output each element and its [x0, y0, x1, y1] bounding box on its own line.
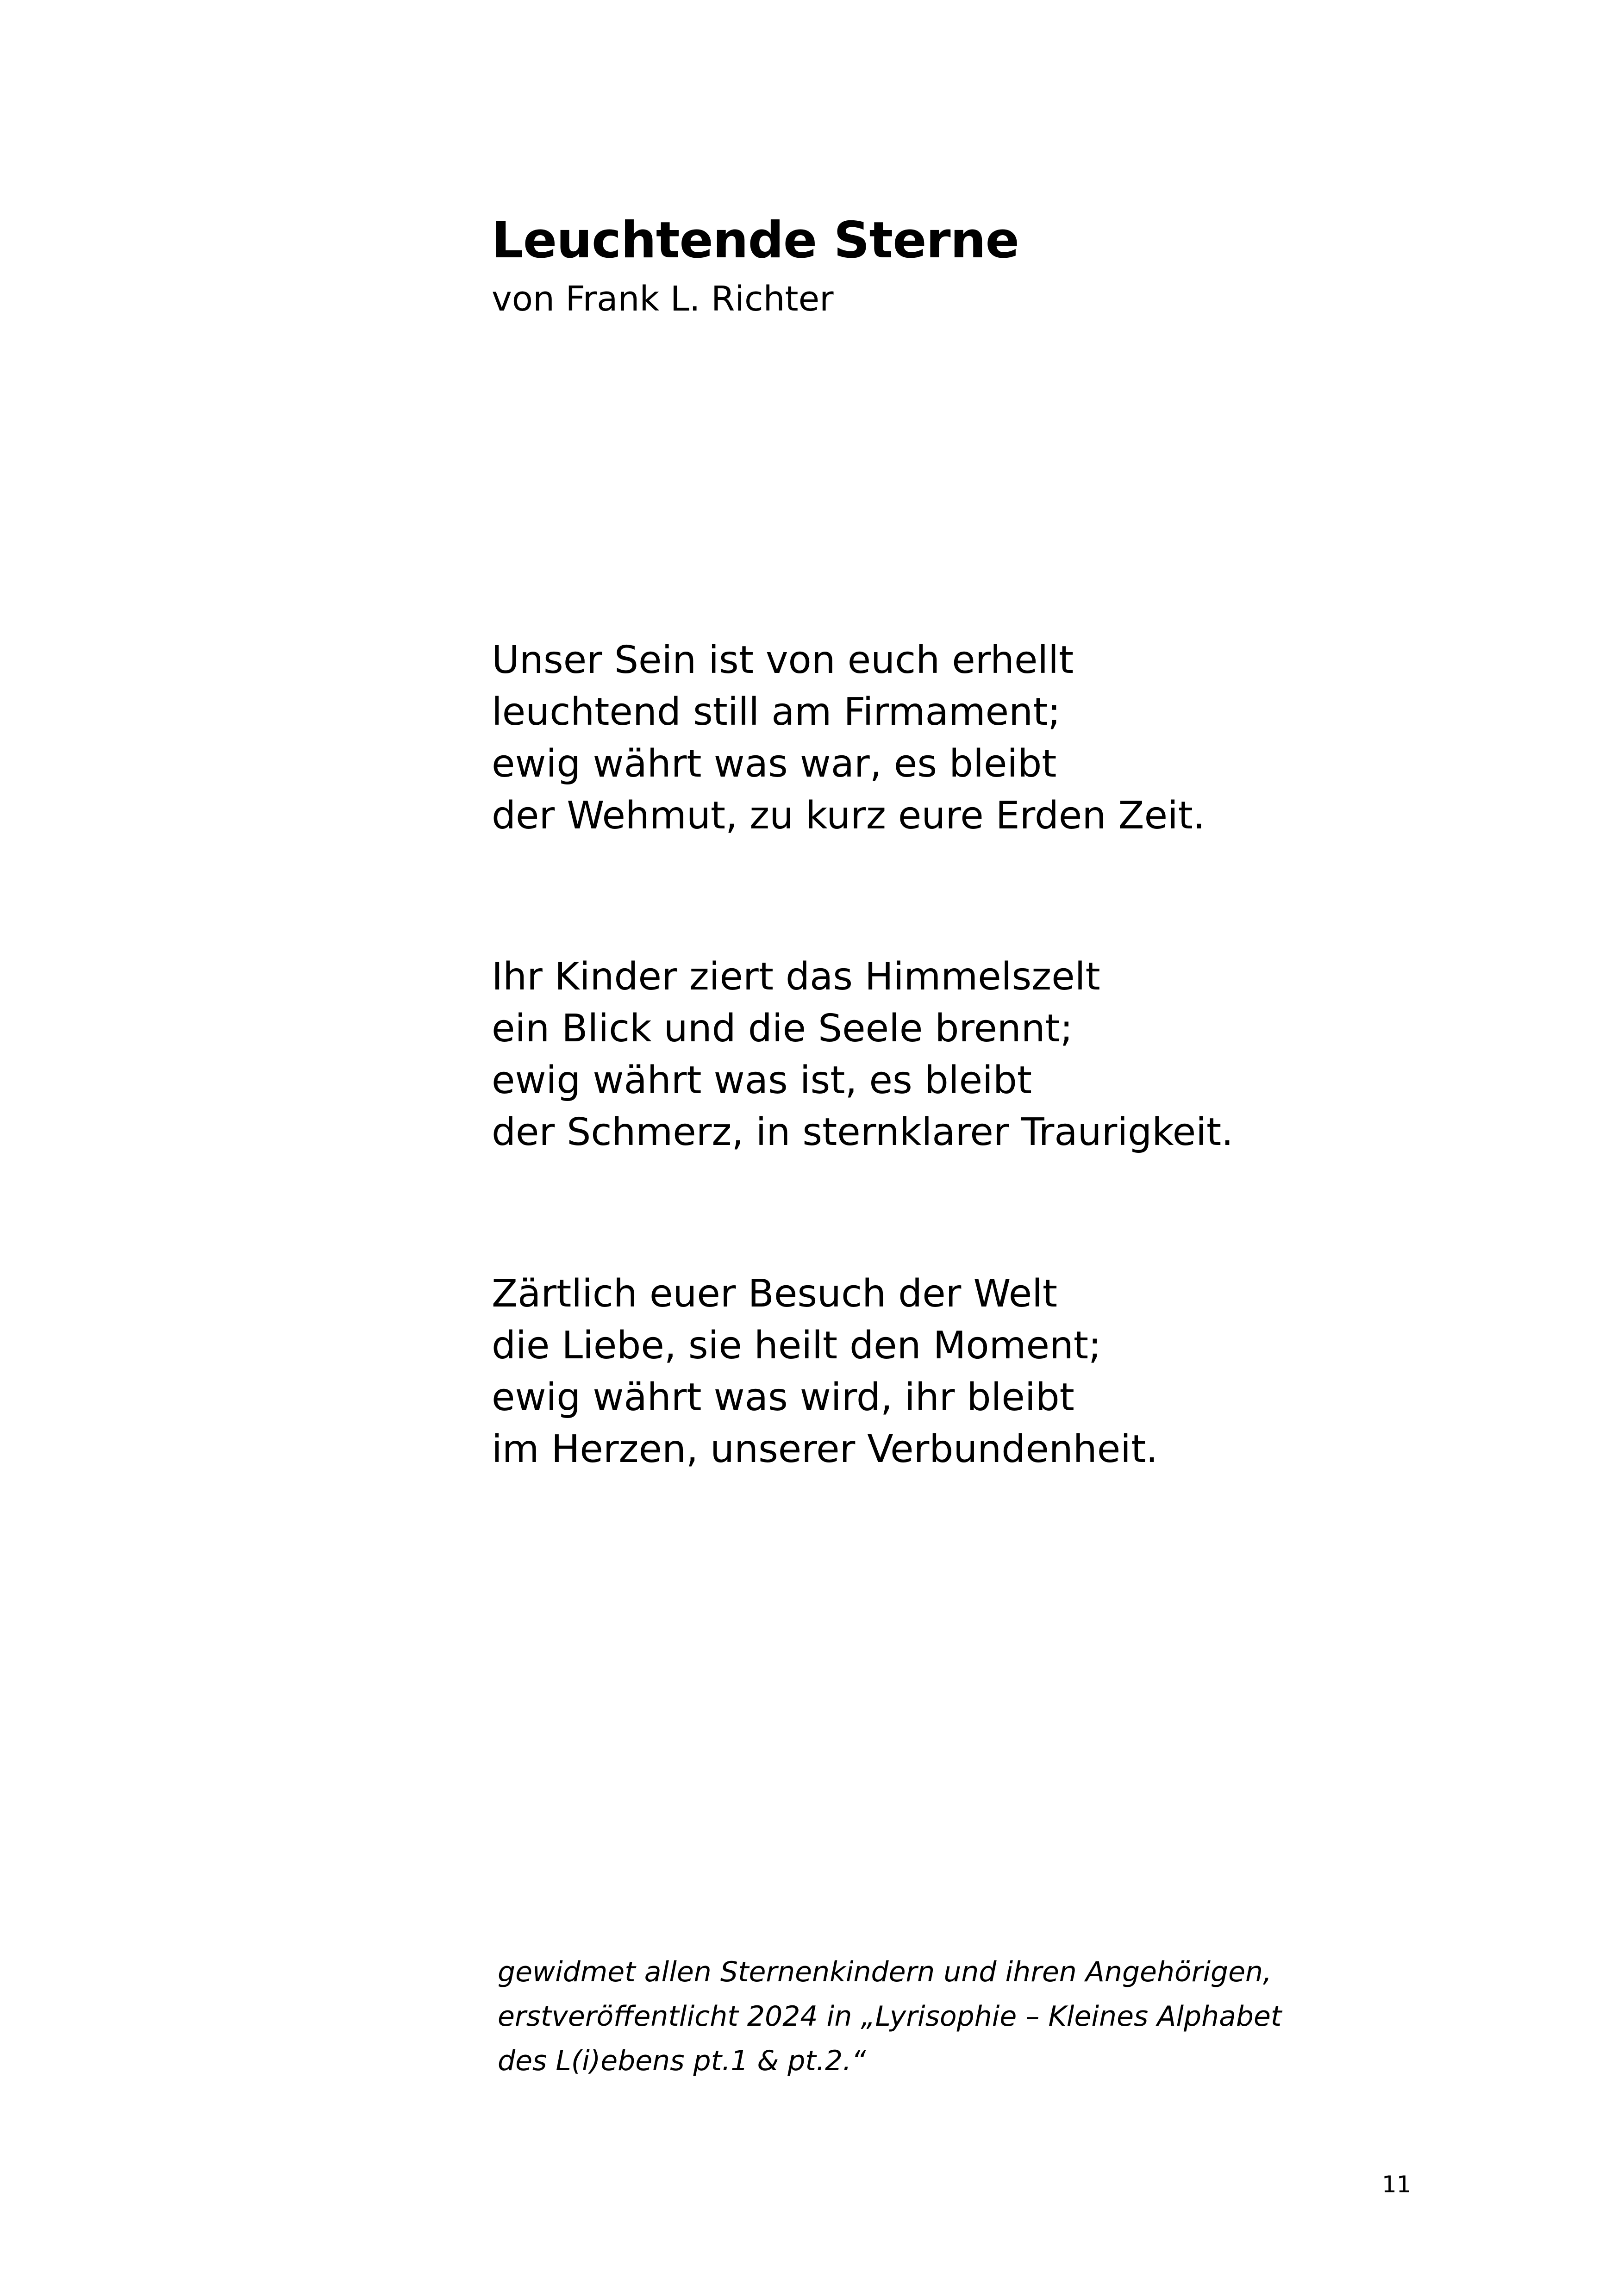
stanza-line: ein Blick und die Seele brennt;	[492, 1007, 1073, 1051]
poem-title: Leuchtende Sterne	[492, 212, 1019, 269]
dedication-line: des L(i)ebens pt.1 & pt.2.“	[498, 2045, 866, 2077]
stanza-line: die Liebe, sie heilt den Moment;	[492, 1324, 1101, 1368]
stanza-1	[492, 635, 1205, 842]
stanza-2	[492, 951, 1233, 1158]
stanza-line: Zärtlich euer Besuch der Welt	[492, 1272, 1058, 1316]
stanza-line: leuchtend still am Firmament;	[492, 690, 1061, 734]
poem-author: von Frank L. Richter	[492, 279, 834, 319]
stanza-line: im Herzen, unserer Verbundenheit.	[492, 1427, 1158, 1471]
stanza-line: Ihr Kinder ziert das Himmelszelt	[492, 955, 1100, 999]
stanza-line: ewig währt was wird, ihr bleibt	[492, 1375, 1074, 1419]
page-number: 11	[1382, 2171, 1412, 2198]
dedication-note	[498, 1950, 1281, 2083]
stanza-line: Unser Sein ist von euch erhellt	[492, 638, 1074, 682]
dedication-line: erstveröffentlicht 2024 in „Lyrisophie – Kleines Alphabet	[498, 2000, 1282, 2033]
stanza-line: der Wehmut, zu kurz eure Erden Zeit.	[492, 794, 1206, 838]
stanza-3	[492, 1268, 1158, 1475]
stanza-line: der Schmerz, in sternklarer Traurigkeit.	[492, 1110, 1234, 1154]
dedication-line: gewidmet allen Sternenkindern und ihren Angehörigen,	[498, 1956, 1272, 1988]
stanza-line: ewig währt was war, es bleibt	[492, 742, 1057, 786]
stanza-line: ewig währt was ist, es bleibt	[492, 1058, 1032, 1102]
